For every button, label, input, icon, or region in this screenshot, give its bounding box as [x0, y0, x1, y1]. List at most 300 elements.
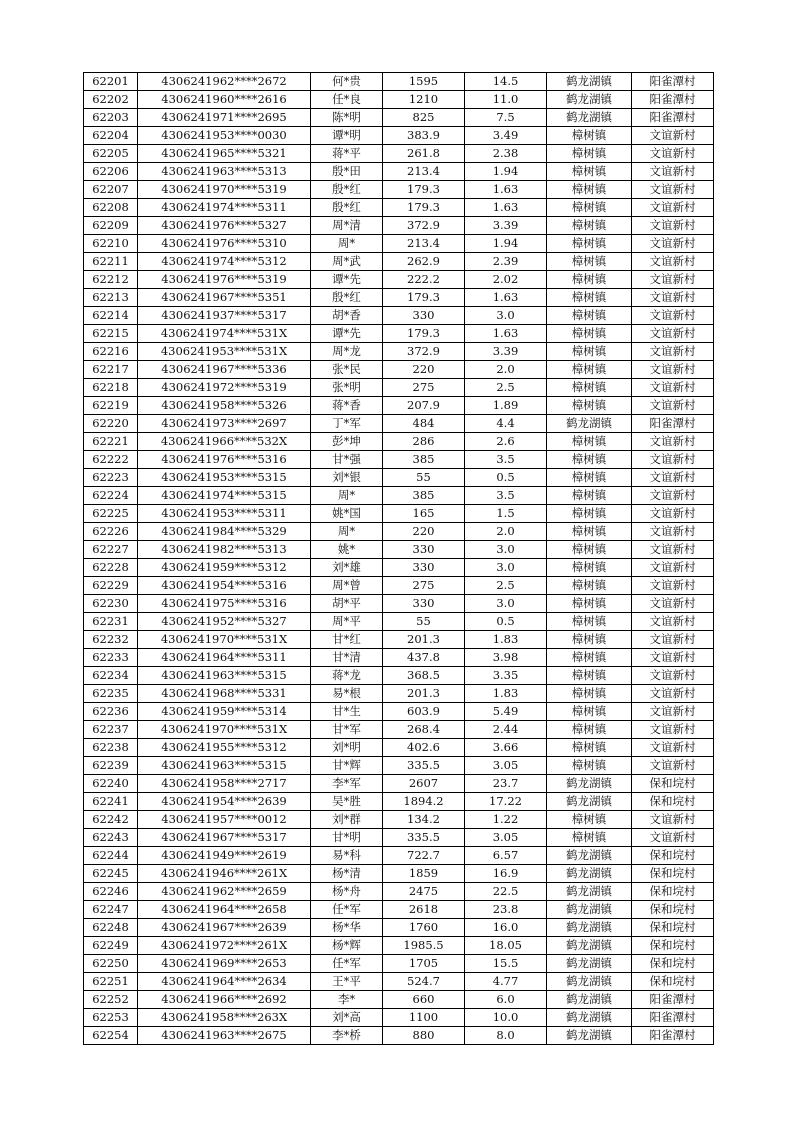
cell-id-number: 4306241984****5329 — [138, 523, 311, 541]
cell-area: 3.0 — [465, 595, 547, 613]
cell-town: 鹤龙湖镇 — [547, 991, 632, 1009]
cell-town: 樟树镇 — [547, 541, 632, 559]
cell-amount: 201.3 — [383, 685, 465, 703]
table-row — [84, 91, 714, 109]
table-row — [84, 235, 714, 253]
cell-row-number: 62245 — [84, 865, 138, 883]
cell-row-number: 62235 — [84, 685, 138, 703]
cell-row-number: 62233 — [84, 649, 138, 667]
cell-person-name: 殷*红 — [311, 289, 383, 307]
cell-amount: 1705 — [383, 955, 465, 973]
cell-town: 樟树镇 — [547, 703, 632, 721]
cell-person-name: 任*军 — [311, 901, 383, 919]
cell-village: 文谊新村 — [632, 451, 714, 469]
cell-area: 15.5 — [465, 955, 547, 973]
cell-town: 樟树镇 — [547, 253, 632, 271]
cell-row-number: 62212 — [84, 271, 138, 289]
cell-id-number: 4306241953****5311 — [138, 505, 311, 523]
cell-person-name: 杨*舟 — [311, 883, 383, 901]
cell-row-number: 62234 — [84, 667, 138, 685]
cell-area: 6.57 — [465, 847, 547, 865]
cell-amount: 268.4 — [383, 721, 465, 739]
table-row — [84, 379, 714, 397]
cell-town: 樟树镇 — [547, 613, 632, 631]
cell-row-number: 62246 — [84, 883, 138, 901]
table-row — [84, 883, 714, 901]
cell-area: 1.83 — [465, 631, 547, 649]
cell-area: 4.77 — [465, 973, 547, 991]
cell-village: 文谊新村 — [632, 343, 714, 361]
cell-village: 阳雀潭村 — [632, 109, 714, 127]
table-row — [84, 469, 714, 487]
cell-amount: 275 — [383, 379, 465, 397]
cell-town: 樟树镇 — [547, 361, 632, 379]
cell-area: 3.0 — [465, 559, 547, 577]
table-row — [84, 127, 714, 145]
cell-town: 樟树镇 — [547, 469, 632, 487]
table-row — [84, 577, 714, 595]
cell-id-number: 4306241973****2697 — [138, 415, 311, 433]
cell-town: 鹤龙湖镇 — [547, 937, 632, 955]
cell-person-name: 周*龙 — [311, 343, 383, 361]
cell-person-name: 刘*雄 — [311, 559, 383, 577]
cell-town: 鹤龙湖镇 — [547, 73, 632, 91]
cell-area: 3.66 — [465, 739, 547, 757]
cell-row-number: 62238 — [84, 739, 138, 757]
cell-amount: 220 — [383, 523, 465, 541]
cell-person-name: 周*平 — [311, 613, 383, 631]
cell-id-number: 4306241946****261X — [138, 865, 311, 883]
cell-id-number: 4306241972****261X — [138, 937, 311, 955]
cell-amount: 372.9 — [383, 343, 465, 361]
cell-town: 鹤龙湖镇 — [547, 415, 632, 433]
cell-id-number: 4306241959****5314 — [138, 703, 311, 721]
table-row — [84, 973, 714, 991]
cell-id-number: 4306241952****5327 — [138, 613, 311, 631]
cell-area: 2.5 — [465, 379, 547, 397]
cell-amount: 2607 — [383, 775, 465, 793]
cell-row-number: 62226 — [84, 523, 138, 541]
cell-area: 2.39 — [465, 253, 547, 271]
cell-person-name: 周*曾 — [311, 577, 383, 595]
cell-id-number: 4306241953****531X — [138, 343, 311, 361]
cell-id-number: 4306241975****5316 — [138, 595, 311, 613]
cell-area: 3.39 — [465, 343, 547, 361]
table-row — [84, 505, 714, 523]
cell-village: 文谊新村 — [632, 289, 714, 307]
cell-town: 鹤龙湖镇 — [547, 847, 632, 865]
table-row — [84, 199, 714, 217]
cell-id-number: 4306241964****5311 — [138, 649, 311, 667]
cell-area: 16.9 — [465, 865, 547, 883]
cell-person-name: 周*武 — [311, 253, 383, 271]
cell-person-name: 甘*军 — [311, 721, 383, 739]
cell-town: 樟树镇 — [547, 235, 632, 253]
cell-town: 鹤龙湖镇 — [547, 1009, 632, 1027]
cell-area: 1.63 — [465, 181, 547, 199]
cell-area: 2.5 — [465, 577, 547, 595]
cell-town: 鹤龙湖镇 — [547, 973, 632, 991]
cell-area: 3.49 — [465, 127, 547, 145]
table-row — [84, 757, 714, 775]
cell-town: 樟树镇 — [547, 379, 632, 397]
cell-row-number: 62202 — [84, 91, 138, 109]
cell-area: 23.8 — [465, 901, 547, 919]
cell-id-number: 4306241970****531X — [138, 631, 311, 649]
cell-area: 2.0 — [465, 361, 547, 379]
cell-village: 文谊新村 — [632, 217, 714, 235]
cell-village: 文谊新村 — [632, 433, 714, 451]
cell-town: 樟树镇 — [547, 667, 632, 685]
cell-area: 3.05 — [465, 829, 547, 847]
cell-person-name: 甘*清 — [311, 649, 383, 667]
table-row — [84, 253, 714, 271]
table-row — [84, 775, 714, 793]
cell-id-number: 4306241967****5351 — [138, 289, 311, 307]
cell-person-name: 易*科 — [311, 847, 383, 865]
cell-amount: 368.5 — [383, 667, 465, 685]
table-row — [84, 289, 714, 307]
cell-town: 樟树镇 — [547, 685, 632, 703]
table-row — [84, 1009, 714, 1027]
cell-id-number: 4306241964****2634 — [138, 973, 311, 991]
cell-person-name: 甘*红 — [311, 631, 383, 649]
table-row — [84, 631, 714, 649]
table-row — [84, 163, 714, 181]
cell-town: 鹤龙湖镇 — [547, 955, 632, 973]
cell-person-name: 蒋*龙 — [311, 667, 383, 685]
table-row — [84, 271, 714, 289]
cell-village: 文谊新村 — [632, 307, 714, 325]
cell-id-number: 4306241958****5326 — [138, 397, 311, 415]
cell-person-name: 甘*明 — [311, 829, 383, 847]
cell-person-name: 姚*国 — [311, 505, 383, 523]
cell-amount: 207.9 — [383, 397, 465, 415]
cell-row-number: 62201 — [84, 73, 138, 91]
cell-village: 文谊新村 — [632, 757, 714, 775]
cell-area: 7.5 — [465, 109, 547, 127]
cell-amount: 262.9 — [383, 253, 465, 271]
cell-id-number: 4306241958****263X — [138, 1009, 311, 1027]
cell-amount: 437.8 — [383, 649, 465, 667]
cell-row-number: 62229 — [84, 577, 138, 595]
cell-area: 2.44 — [465, 721, 547, 739]
cell-village: 保和垸村 — [632, 883, 714, 901]
cell-town: 樟树镇 — [547, 433, 632, 451]
cell-row-number: 62252 — [84, 991, 138, 1009]
cell-village: 文谊新村 — [632, 145, 714, 163]
cell-area: 0.5 — [465, 469, 547, 487]
cell-row-number: 62215 — [84, 325, 138, 343]
cell-amount: 524.7 — [383, 973, 465, 991]
cell-person-name: 甘*辉 — [311, 757, 383, 775]
cell-person-name: 易*根 — [311, 685, 383, 703]
cell-id-number: 4306241974****531X — [138, 325, 311, 343]
cell-amount: 1894.2 — [383, 793, 465, 811]
cell-person-name: 刘*高 — [311, 1009, 383, 1027]
cell-amount: 220 — [383, 361, 465, 379]
cell-id-number: 4306241963****5315 — [138, 757, 311, 775]
cell-amount: 134.2 — [383, 811, 465, 829]
cell-town: 樟树镇 — [547, 721, 632, 739]
cell-town: 鹤龙湖镇 — [547, 883, 632, 901]
table-row — [84, 739, 714, 757]
table-row — [84, 145, 714, 163]
cell-id-number: 4306241967****5317 — [138, 829, 311, 847]
table-row — [84, 793, 714, 811]
cell-village: 文谊新村 — [632, 595, 714, 613]
cell-row-number: 62222 — [84, 451, 138, 469]
cell-row-number: 62243 — [84, 829, 138, 847]
cell-person-name: 李* — [311, 991, 383, 1009]
cell-id-number: 4306241976****5319 — [138, 271, 311, 289]
cell-town: 樟树镇 — [547, 451, 632, 469]
cell-village: 文谊新村 — [632, 649, 714, 667]
table-row — [84, 829, 714, 847]
cell-area: 1.89 — [465, 397, 547, 415]
cell-town: 鹤龙湖镇 — [547, 775, 632, 793]
cell-id-number: 4306241970****531X — [138, 721, 311, 739]
cell-row-number: 62203 — [84, 109, 138, 127]
cell-area: 8.0 — [465, 1027, 547, 1045]
cell-village: 文谊新村 — [632, 505, 714, 523]
cell-town: 樟树镇 — [547, 595, 632, 613]
cell-town: 樟树镇 — [547, 199, 632, 217]
cell-id-number: 4306241957****0012 — [138, 811, 311, 829]
cell-id-number: 4306241958****2717 — [138, 775, 311, 793]
cell-village: 文谊新村 — [632, 253, 714, 271]
cell-id-number: 4306241976****5316 — [138, 451, 311, 469]
cell-id-number: 4306241974****5311 — [138, 199, 311, 217]
cell-area: 1.5 — [465, 505, 547, 523]
cell-person-name: 姚* — [311, 541, 383, 559]
cell-row-number: 62227 — [84, 541, 138, 559]
cell-amount: 261.8 — [383, 145, 465, 163]
cell-area: 1.94 — [465, 235, 547, 253]
cell-village: 文谊新村 — [632, 577, 714, 595]
cell-row-number: 62249 — [84, 937, 138, 955]
cell-amount: 179.3 — [383, 199, 465, 217]
cell-village: 文谊新村 — [632, 379, 714, 397]
cell-person-name: 陈*明 — [311, 109, 383, 127]
cell-town: 樟树镇 — [547, 343, 632, 361]
table-row — [84, 991, 714, 1009]
cell-id-number: 4306241965****5321 — [138, 145, 311, 163]
cell-row-number: 62223 — [84, 469, 138, 487]
cell-row-number: 62210 — [84, 235, 138, 253]
cell-amount: 179.3 — [383, 325, 465, 343]
cell-area: 1.94 — [465, 163, 547, 181]
cell-row-number: 62218 — [84, 379, 138, 397]
table-row — [84, 901, 714, 919]
cell-row-number: 62231 — [84, 613, 138, 631]
cell-row-number: 62208 — [84, 199, 138, 217]
cell-person-name: 吴*胜 — [311, 793, 383, 811]
cell-row-number: 62207 — [84, 181, 138, 199]
cell-person-name: 胡*香 — [311, 307, 383, 325]
cell-amount: 825 — [383, 109, 465, 127]
cell-row-number: 62232 — [84, 631, 138, 649]
cell-row-number: 62214 — [84, 307, 138, 325]
cell-area: 23.7 — [465, 775, 547, 793]
cell-amount: 1859 — [383, 865, 465, 883]
cell-id-number: 4306241972****5319 — [138, 379, 311, 397]
cell-town: 樟树镇 — [547, 127, 632, 145]
cell-village: 文谊新村 — [632, 541, 714, 559]
cell-row-number: 62239 — [84, 757, 138, 775]
cell-area: 2.38 — [465, 145, 547, 163]
table-row — [84, 217, 714, 235]
cell-town: 樟树镇 — [547, 307, 632, 325]
cell-id-number: 4306241937****5317 — [138, 307, 311, 325]
cell-town: 樟树镇 — [547, 829, 632, 847]
cell-village: 阳雀潭村 — [632, 415, 714, 433]
cell-amount: 1595 — [383, 73, 465, 91]
cell-row-number: 62209 — [84, 217, 138, 235]
table-row — [84, 541, 714, 559]
cell-village: 阳雀潭村 — [632, 91, 714, 109]
cell-amount: 1100 — [383, 1009, 465, 1027]
table-row — [84, 703, 714, 721]
cell-town: 鹤龙湖镇 — [547, 901, 632, 919]
cell-amount: 2618 — [383, 901, 465, 919]
cell-id-number: 4306241966****2692 — [138, 991, 311, 1009]
cell-person-name: 周* — [311, 235, 383, 253]
cell-person-name: 李*桥 — [311, 1027, 383, 1045]
cell-area: 10.0 — [465, 1009, 547, 1027]
cell-id-number: 4306241969****2653 — [138, 955, 311, 973]
cell-village: 保和垸村 — [632, 901, 714, 919]
cell-id-number: 4306241974****5315 — [138, 487, 311, 505]
cell-row-number: 62237 — [84, 721, 138, 739]
cell-area: 5.49 — [465, 703, 547, 721]
cell-town: 樟树镇 — [547, 757, 632, 775]
cell-id-number: 4306241954****5316 — [138, 577, 311, 595]
cell-area: 14.5 — [465, 73, 547, 91]
cell-id-number: 4306241959****5312 — [138, 559, 311, 577]
cell-village: 文谊新村 — [632, 739, 714, 757]
cell-amount: 330 — [383, 307, 465, 325]
cell-person-name: 杨*清 — [311, 865, 383, 883]
cell-village: 阳雀潭村 — [632, 1027, 714, 1045]
cell-person-name: 何*贵 — [311, 73, 383, 91]
cell-amount: 213.4 — [383, 235, 465, 253]
cell-row-number: 62213 — [84, 289, 138, 307]
cell-village: 文谊新村 — [632, 235, 714, 253]
cell-area: 3.39 — [465, 217, 547, 235]
cell-row-number: 62205 — [84, 145, 138, 163]
cell-row-number: 62204 — [84, 127, 138, 145]
table-row — [84, 415, 714, 433]
cell-area: 2.02 — [465, 271, 547, 289]
cell-id-number: 4306241971****2695 — [138, 109, 311, 127]
cell-area: 3.35 — [465, 667, 547, 685]
cell-amount: 222.2 — [383, 271, 465, 289]
cell-amount: 275 — [383, 577, 465, 595]
cell-row-number: 62221 — [84, 433, 138, 451]
cell-village: 文谊新村 — [632, 199, 714, 217]
cell-row-number: 62206 — [84, 163, 138, 181]
cell-amount: 330 — [383, 541, 465, 559]
cell-area: 4.4 — [465, 415, 547, 433]
cell-row-number: 62241 — [84, 793, 138, 811]
cell-area: 2.0 — [465, 523, 547, 541]
cell-area: 16.0 — [465, 919, 547, 937]
cell-row-number: 62230 — [84, 595, 138, 613]
table-row — [84, 937, 714, 955]
cell-town: 樟树镇 — [547, 577, 632, 595]
cell-row-number: 62254 — [84, 1027, 138, 1045]
cell-town: 樟树镇 — [547, 181, 632, 199]
cell-area: 1.63 — [465, 289, 547, 307]
cell-village: 文谊新村 — [632, 163, 714, 181]
cell-person-name: 殷*红 — [311, 199, 383, 217]
cell-village: 文谊新村 — [632, 829, 714, 847]
cell-area: 11.0 — [465, 91, 547, 109]
table-row — [84, 595, 714, 613]
cell-person-name: 任*军 — [311, 955, 383, 973]
cell-village: 文谊新村 — [632, 523, 714, 541]
cell-person-name: 刘*明 — [311, 739, 383, 757]
cell-area: 1.63 — [465, 199, 547, 217]
cell-area: 3.5 — [465, 451, 547, 469]
cell-village: 保和垸村 — [632, 973, 714, 991]
cell-id-number: 4306241976****5310 — [138, 235, 311, 253]
cell-id-number: 4306241966****532X — [138, 433, 311, 451]
cell-town: 樟树镇 — [547, 145, 632, 163]
cell-area: 3.0 — [465, 307, 547, 325]
cell-id-number: 4306241964****2658 — [138, 901, 311, 919]
cell-town: 樟树镇 — [547, 325, 632, 343]
cell-village: 保和垸村 — [632, 847, 714, 865]
cell-row-number: 62219 — [84, 397, 138, 415]
cell-id-number: 4306241968****5331 — [138, 685, 311, 703]
cell-town: 鹤龙湖镇 — [547, 91, 632, 109]
cell-amount: 880 — [383, 1027, 465, 1045]
cell-amount: 385 — [383, 487, 465, 505]
cell-id-number: 4306241982****5313 — [138, 541, 311, 559]
cell-id-number: 4306241976****5327 — [138, 217, 311, 235]
cell-village: 保和垸村 — [632, 919, 714, 937]
cell-row-number: 62217 — [84, 361, 138, 379]
cell-person-name: 谭*先 — [311, 271, 383, 289]
cell-person-name: 张*民 — [311, 361, 383, 379]
cell-id-number: 4306241949****2619 — [138, 847, 311, 865]
cell-amount: 2475 — [383, 883, 465, 901]
cell-amount: 165 — [383, 505, 465, 523]
cell-id-number: 4306241967****2639 — [138, 919, 311, 937]
cell-person-name: 殷*红 — [311, 181, 383, 199]
cell-person-name: 刘*银 — [311, 469, 383, 487]
table-row — [84, 361, 714, 379]
cell-amount: 484 — [383, 415, 465, 433]
cell-amount: 330 — [383, 595, 465, 613]
cell-village: 保和垸村 — [632, 955, 714, 973]
records-table — [83, 72, 714, 1045]
cell-person-name: 甘*生 — [311, 703, 383, 721]
cell-village: 保和垸村 — [632, 793, 714, 811]
cell-town: 鹤龙湖镇 — [547, 109, 632, 127]
cell-town: 樟树镇 — [547, 811, 632, 829]
cell-area: 1.83 — [465, 685, 547, 703]
cell-town: 樟树镇 — [547, 271, 632, 289]
table-row — [84, 523, 714, 541]
cell-village: 保和垸村 — [632, 865, 714, 883]
cell-amount: 402.6 — [383, 739, 465, 757]
cell-town: 樟树镇 — [547, 739, 632, 757]
cell-id-number: 4306241963****5313 — [138, 163, 311, 181]
cell-person-name: 蒋*香 — [311, 397, 383, 415]
